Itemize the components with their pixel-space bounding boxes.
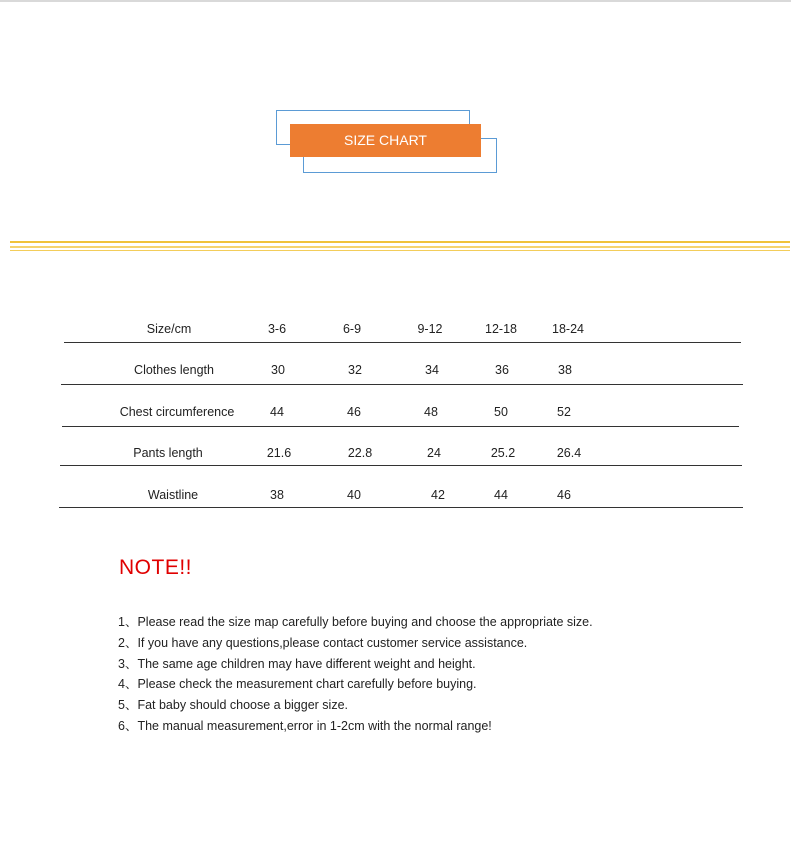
note-list — [118, 612, 593, 737]
table-header-cell: 18-24 — [552, 322, 584, 336]
table-header-cell: 9-12 — [417, 322, 443, 336]
table-cell: 38 — [270, 488, 284, 502]
table-cell: 32 — [348, 363, 362, 377]
table-cell: 22.8 — [347, 446, 373, 460]
table-row-divider — [64, 342, 741, 343]
table-row-label: Waistline — [147, 488, 199, 502]
table-header-cell: 12-18 — [485, 322, 517, 336]
table-cell: 46 — [347, 405, 361, 419]
table-cell: 48 — [424, 405, 438, 419]
table-cell: 46 — [557, 488, 571, 502]
list-item: 4、Please check the measurement chart carefully before buying. — [118, 677, 477, 692]
list-item: 2、If you have any questions,please contact customer service assistance. — [118, 635, 528, 650]
table-cell: 36 — [495, 363, 509, 377]
note-title: NOTE!! — [119, 556, 193, 579]
table-cell: 30 — [271, 363, 285, 377]
size-chart-title: SIZE CHART — [290, 124, 481, 157]
list-item: 5、Fat baby should choose a bigger size. — [118, 698, 348, 713]
table-cell: 34 — [425, 363, 439, 377]
table-cell: 50 — [494, 405, 508, 419]
table-row-divider — [61, 384, 743, 385]
table-header-cell: Size/cm — [146, 322, 192, 336]
table-header-cell: 6-9 — [342, 322, 362, 336]
table-cell: 44 — [270, 405, 284, 419]
list-item: 6、The manual measurement,error in 1-2cm with the normal range! — [118, 718, 492, 733]
table-row-label: Clothes length — [134, 363, 214, 377]
table-row-label: Pants length — [133, 446, 203, 460]
table-header-cell: 3-6 — [267, 322, 287, 336]
table-cell: 40 — [347, 488, 361, 502]
table-cell: 24 — [427, 446, 441, 460]
table-row-label: Chest circumference — [119, 405, 235, 419]
table-cell: 44 — [494, 488, 508, 502]
table-cell: 38 — [558, 363, 572, 377]
table-cell: 21.6 — [266, 446, 292, 460]
table-cell: 26.4 — [556, 446, 582, 460]
table-row-divider — [59, 507, 743, 508]
list-item: 1、Please read the size map carefully before buying and choose the appropriate size. — [118, 615, 593, 629]
list-item: 3、The same age children may have different weight and height. — [118, 656, 476, 671]
table-row-divider — [62, 426, 739, 427]
table-cell: 42 — [431, 488, 445, 502]
table-cell: 25.2 — [490, 446, 516, 460]
table-cell: 52 — [557, 405, 571, 419]
table-row-divider — [60, 465, 742, 466]
